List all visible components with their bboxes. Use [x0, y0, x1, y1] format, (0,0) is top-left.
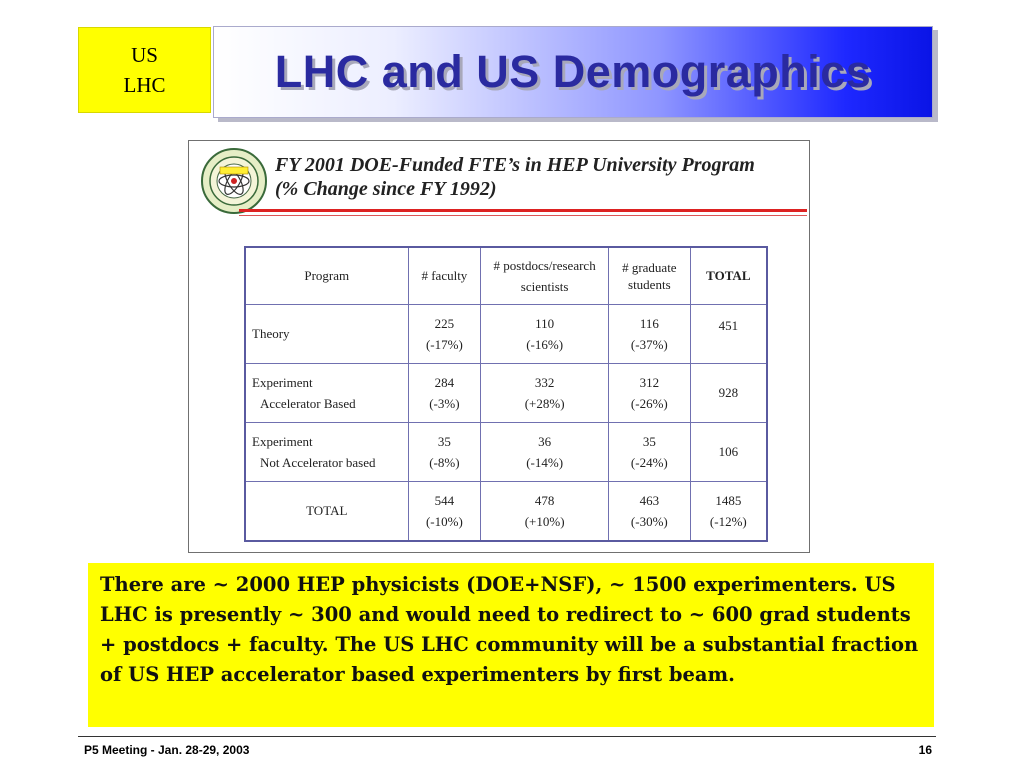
table-row	[245, 482, 767, 541]
header-postdocs: # postdocs/research scientists	[481, 247, 609, 305]
table-row	[245, 364, 767, 423]
header-faculty: # faculty	[408, 247, 481, 305]
us-lhc-logo	[78, 27, 211, 113]
cell-graduate: 35 (-24%)	[608, 423, 690, 482]
cell-postdocs: 110 (-16%)	[481, 305, 609, 364]
row-label: Experiment Accelerator Based	[245, 364, 408, 423]
summary-note: There are ~ 2000 HEP physicists (DOE+NSF), ~ 1500 experimenters. US LHC is presently ~ 300 and would need to redirect to ~ 600 grad students + postdocs + faculty. The US LHC community will be a substantial fraction of US HEP accelerator based experimenters by first beam.	[88, 563, 934, 727]
cell-faculty: 35 (-8%)	[408, 423, 481, 482]
header-total: TOTAL	[690, 247, 767, 305]
cell-graduate: 312 (-26%)	[608, 364, 690, 423]
office-of-high-energy-and-nuclear-physics-seal-icon	[200, 147, 268, 215]
footer-divider	[78, 736, 936, 737]
slide-title: LHC and US Demographics	[274, 46, 872, 97]
cell-total: 928	[690, 364, 767, 423]
cell-total: 1485 (-12%)	[690, 482, 767, 541]
cell-faculty: 544 (-10%)	[408, 482, 481, 541]
table-row	[245, 305, 767, 364]
logo-line-2: LHC	[123, 73, 166, 97]
cell-faculty: 225 (-17%)	[408, 305, 481, 364]
figure-heading	[275, 153, 755, 201]
cell-total: 451	[690, 305, 767, 364]
table-header-row	[245, 247, 767, 305]
fte-table	[244, 246, 768, 542]
figure-heading-line-1: FY 2001 DOE-Funded FTE’s in HEP University Program	[275, 154, 755, 176]
row-label-total: TOTAL	[245, 482, 408, 541]
cell-graduate: 116 (-37%)	[608, 305, 690, 364]
cell-postdocs: 478 (+10%)	[481, 482, 609, 541]
title-bar	[213, 26, 933, 118]
figure-panel	[188, 140, 810, 553]
red-rule-thin	[239, 215, 807, 216]
table-row	[245, 423, 767, 482]
cell-graduate: 463 (-30%)	[608, 482, 690, 541]
red-rule	[239, 209, 807, 212]
cell-total: 106	[690, 423, 767, 482]
logo-line-1: US	[131, 43, 158, 67]
cell-postdocs: 36 (-14%)	[481, 423, 609, 482]
figure-heading-line-2: (% Change since FY 1992)	[275, 178, 497, 200]
header-graduate-students: # graduate students	[608, 247, 690, 305]
cell-postdocs: 332 (+28%)	[481, 364, 609, 423]
row-label: Experiment Not Accelerator based	[245, 423, 408, 482]
cell-faculty: 284 (-3%)	[408, 364, 481, 423]
row-label: Theory	[245, 305, 408, 364]
page-number: 16	[918, 743, 932, 757]
header-program: Program	[245, 247, 408, 305]
footer-meeting: P5 Meeting - Jan. 28-29, 2003	[84, 743, 250, 757]
